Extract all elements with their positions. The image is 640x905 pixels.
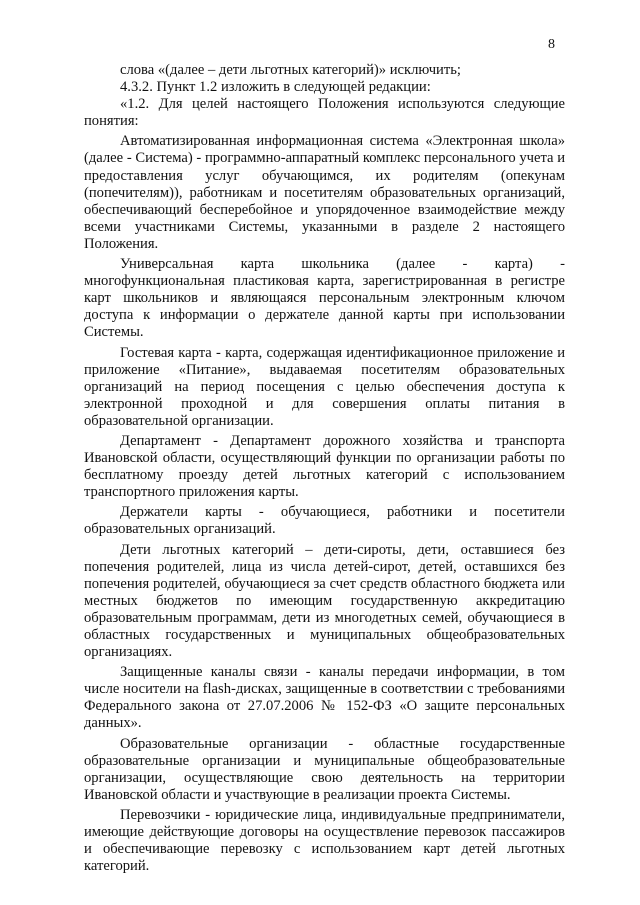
definition-universal-card: Универсальная карта школьника (далее - карта) - многофункциональная пластиковая карта, зарегистрированная в регистре карт школьников и являющаяся персональным электронным ключом доступа к информации о держателе данной карты при использовании Системы. (84, 256, 565, 341)
definition-privileged-children: Дети льготных категорий – дети-сироты, дети, оставшиеся без попечения родителей, лица из числа детей-сирот, детей, оставшихся без попечения родителей, обучающиеся за счет средств областного бюджета или местных бюджетов по имеющим государственную аккредитацию образовательным программам, дети из многодетных семей, обучающиеся в областных государственных и муниципальных общеобразовательных организациях. (84, 541, 565, 661)
definition-secure-channels: Защищенные каналы связи - каналы передачи информации, в том числе носители на flash-дисках, защищенные в соответствии с требованиями Федерального закона от 27.07.2006 № 152-ФЗ «О защите персональных данных». (84, 664, 565, 732)
paragraph-clause-4-3-2: 4.3.2. Пункт 1.2 изложить в следующей редакции: (120, 79, 431, 96)
paragraph-clause-1-2-intro: «1.2. Для целей настоящего Положения используются следующие понятия: (84, 96, 565, 130)
definition-system: Автоматизированная информационная система «Электронная школа» (далее - Система) - программно-аппаратный комплекс персонального учета и предоставления услуг обучающимся, их родителям (опекунам (попечителям)), работникам и посетителям образовательных организаций, обеспечивающий бесперебойное и упорядоченное взаимодействие между всеми участниками Системы, указанными в разделе 2 настоящего Положения. (84, 133, 565, 252)
definition-educational-organizations: Образовательные организации - областные государственные образовательные организации и муниципальные общеобразовательные организации, осуществляющие свою деятельность на территории Ивановской области и участвующие в реализации проекта Системы. (84, 735, 565, 803)
definition-department: Департамент - Департамент дорожного хозяйства и транспорта Ивановской области, осуществляющий функции по организации работы по бесплатному проезду детей льготных категорий с использованием транспортного приложения карты. (84, 432, 565, 501)
paragraph-exclusion: слова «(далее – дети льготных категорий)» исключить; (120, 62, 461, 78)
document-body (84, 62, 565, 875)
definition-card-holders: Держатели карты - обучающиеся, работники и посетители образовательных организаций. (84, 504, 565, 538)
definition-carriers: Перевозчики - юридические лица, индивидуальные предприниматели, имеющие действующие договоры на осуществление перевозок пассажиров и обеспечивающие перевозку с использованием карт детей льготных категорий. (84, 806, 565, 875)
definition-guest-card: Гостевая карта - карта, содержащая идентификационное приложение и приложение «Питание», выдаваемая посетителям образовательных организаций на период посещения с целью обеспечения доступа к электронной проходной и для совершения оплаты питания в образовательной организации. (84, 344, 565, 429)
page-number: 8 (548, 37, 555, 52)
